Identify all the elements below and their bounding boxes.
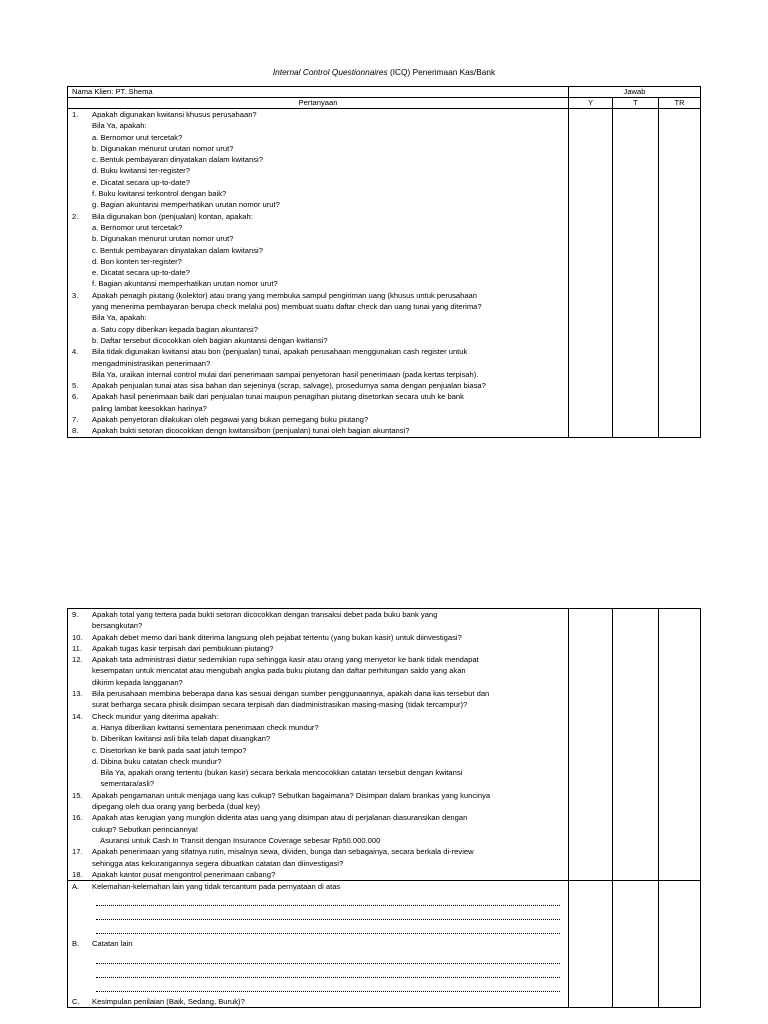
answer-cell-y[interactable] (569, 881, 613, 1008)
question-subline (72, 312, 568, 323)
question-text: Apakah total yang tertera pada bukti setoran dicocokkan dengan transaksi debet pada buku bank yang (92, 610, 438, 619)
question-subline (72, 335, 568, 346)
question-text: Bila Ya, apakah: (92, 313, 147, 323)
question-subline (72, 256, 568, 267)
question-subline (72, 188, 568, 199)
question-text: g. Bagian akuntansi memperhatikan urutan nomor urut? (92, 200, 280, 210)
question-text: kesempatan untuk mencatat atau mengubah angka pada buku piutang dan daftar perhitungan saldo yang akan (92, 666, 466, 676)
question-text: b. Daftar tersebut dicocokkan oleh bagian akuntansi dengan kwitansi? (92, 335, 328, 345)
question-text: Bila Ya, uraikan internal control mulai dari penerimaan sampai penyetoran hasil penerimaan (pada kertas terpisah). (92, 369, 479, 379)
question-text: b. Digunakan menurut urutan nomor urut? (92, 143, 234, 153)
question-subline (72, 733, 568, 744)
question-text: e. Dicatat secara up-to-date? (92, 177, 190, 187)
question-number: 12. (72, 655, 83, 665)
question-subline (72, 222, 568, 233)
answer-cell-y[interactable] (569, 609, 613, 881)
document-title-rest: (ICQ) Penerimaan Kas/Bank (387, 67, 496, 77)
question-text: Apakah penerimaan yang sifatnya rutin, misalnya sewa, dividen, bunga dan sebagainya, secara berkala di-review (92, 847, 474, 857)
question-number: 7. (72, 415, 79, 425)
question-subline (72, 677, 568, 688)
question-text: Bila tidak digunakan kwitansi atau bon (penjualan) tunai, apakah perusahaan menggunakan cash register untuk (92, 347, 468, 357)
fill-line[interactable] (96, 896, 560, 906)
question-subline (72, 278, 568, 289)
fill-line[interactable] (96, 954, 560, 964)
question-number: 13. (72, 689, 83, 699)
question-subline (72, 132, 568, 143)
question-item (72, 688, 568, 699)
question-list-page2 (68, 609, 569, 881)
question-number: 4. (72, 347, 79, 357)
fill-line[interactable] (96, 924, 560, 934)
pertanyaan-header: Pertanyaan (68, 98, 569, 109)
question-item (72, 380, 568, 391)
question-item (72, 632, 568, 643)
question-text: c. Disetorkan ke bank pada saat jatuh tempo? (92, 745, 247, 755)
question-number: 15. (72, 790, 83, 800)
question-number: 11. (72, 643, 82, 653)
question-text: Apakah debet memo dari bank diterima langsung oleh pejabat tertentu (yang bukan kasir) untuk diinvestigasi? (92, 632, 462, 642)
question-text: Apakah atas kerugian yang mungkin diderita atas uang yang disimpan atau di perjalanan diasuransikan dengan (92, 813, 468, 823)
question-text: a. Satu copy diberikan kepada bagian akuntansi? (92, 324, 258, 334)
question-subline (72, 778, 568, 789)
question-text: surat berharga secara phisik disimpan secara terpisah dan diadministrasikan masing-masing (tidak tercampur)? (92, 700, 468, 710)
question-text: e. Dicatat secara up-to-date? (92, 268, 190, 278)
col-y-header: Y (569, 98, 613, 109)
question-text: Bila perusahaan membina beberapa dana kas sesuai dengan sumber penggunaannya, apakah dana kas tersebut dan (92, 689, 490, 699)
question-text: Apakah tata administrasi diatur sedemikian rupa sehingga kasir atau orang yang menyetor ke bank tidak mendapat (92, 655, 479, 665)
fill-line[interactable] (96, 982, 560, 992)
question-text: a. Bernomor urut tercetak? (92, 132, 183, 142)
question-text: b. Diberikan kwitansi asli bila telah dapat diuangkan? (92, 734, 271, 744)
question-subline (72, 267, 568, 278)
question-subline (72, 858, 568, 869)
col-tr-header: TR (659, 98, 701, 109)
question-number: 16. (72, 813, 83, 823)
jawab-header: Jawab (569, 87, 701, 98)
question-item (72, 711, 568, 722)
question-text: Apakah digunakan kwitansi khusus perusahaan? (92, 110, 257, 119)
question-text: yang menerima pembayaran berupa check melalui pos) membuat suatu daftar check dan uang tunai yang diterima? (92, 302, 482, 312)
question-subline (72, 801, 568, 812)
question-text: Apakah penyetoran dilakukan oleh pegawai yang bukan pemegang buku piutang? (92, 415, 369, 425)
question-subline (72, 199, 568, 210)
question-item (72, 790, 568, 801)
question-subline (72, 120, 568, 131)
question-number: 9. (72, 610, 79, 619)
question-subline (72, 665, 568, 676)
question-item (72, 346, 568, 357)
question-subline (72, 301, 568, 312)
question-item (72, 109, 568, 120)
question-subline (72, 143, 568, 154)
question-number: 17. (72, 847, 83, 857)
question-number: 3. (72, 290, 79, 300)
question-subline (72, 835, 568, 846)
question-text: Apakah hasil penerimaan baik dari penjualan tunai maupun penagihan piutang disetorkan secara utuh ke bank (92, 392, 464, 402)
question-number: 10. (72, 632, 83, 642)
question-subline (72, 165, 568, 176)
answer-cell-tr[interactable] (659, 109, 701, 438)
section-a-text: Kelemahan-kelemahan lain yang tidak tercantum pada pernyataan di atas (92, 882, 341, 892)
section-b-text: Catatan lain (92, 939, 133, 949)
question-subline (72, 233, 568, 244)
question-text: b. Digunakan menurut urutan nomor urut? (92, 234, 234, 244)
question-subline (72, 824, 568, 835)
document-title-italic: Internal Control Questionnaires (272, 67, 388, 77)
question-text: sementara/asli? (92, 779, 155, 789)
question-text: Asuransi untuk Cash In Transit dengan Insurance Coverage sebesar Rp50.000.000 (92, 835, 381, 845)
question-item (72, 425, 568, 436)
question-text: dikirim kepada langganan? (92, 677, 183, 687)
question-subline (72, 154, 568, 165)
answer-cell-t[interactable] (613, 881, 659, 1008)
question-text: d. Bon konten ter-register? (92, 256, 182, 266)
section-c-letter: C. (72, 996, 80, 1006)
question-item (72, 290, 568, 301)
fill-line[interactable] (96, 968, 560, 978)
questionnaire-table-page1 (67, 86, 701, 438)
question-item (72, 211, 568, 222)
client-name: Nama Klien: PT. Shema (68, 87, 569, 98)
question-text: Apakah tugas kasir terpisah dari pembukuan piutang? (92, 643, 274, 653)
question-subline (72, 699, 568, 710)
question-item (72, 609, 568, 620)
question-text: dipegang oleh dua orang yang berbeda (dual key) (92, 802, 261, 812)
question-item (72, 643, 568, 654)
question-subline (72, 358, 568, 369)
question-number: 5. (72, 381, 79, 391)
question-text: cukup? Sebutkan perinciannya! (92, 824, 198, 834)
answer-cell-tr[interactable] (659, 609, 701, 881)
question-number: 2. (72, 211, 79, 221)
section-b-letter: B. (72, 939, 80, 949)
question-text: f. Buku kwitansi terkontrol dengan baik? (92, 189, 227, 199)
question-subline (72, 745, 568, 756)
question-subline (72, 245, 568, 256)
question-number: 6. (72, 392, 79, 402)
question-number: 14. (72, 711, 83, 721)
question-item (72, 846, 568, 857)
question-text: Apakah kantor pusat mengontrol penerimaan cabang? (92, 869, 276, 879)
question-text: a. Hanya diberikan kwitansi sementara penerimaan check mundur? (92, 722, 319, 732)
question-item (72, 654, 568, 665)
question-text: sehingga atas kekurangannya segera dibuatkan catatan dan diinvestigasi? (92, 858, 344, 868)
question-item (72, 391, 568, 402)
question-text: d. Dibina buku catatan check mundur? (92, 756, 222, 766)
answer-cell-t[interactable] (613, 109, 659, 438)
question-text: Bila Ya, apakah orang tertentu (bukan kasir) secara berkala mencocokkan catatan tersebut dengan kwitansi (92, 768, 463, 778)
question-text: c. Bentuk pembayaran dinyatakan dalam kwitansi? (92, 245, 263, 255)
question-subline (72, 324, 568, 335)
question-text: Apakah penjualan tunai atas sisa bahan dan sejeninya (scrap, salvage), prosedurnya sama dengan penjualan biasa? (92, 381, 486, 391)
question-text: a. Bernomor urut tercetak? (92, 222, 183, 232)
question-text: c. Bentuk pembayaran dinyatakan dalam kwitansi? (92, 155, 263, 165)
question-subline (72, 756, 568, 767)
question-item (72, 869, 568, 880)
col-t-header: T (613, 98, 659, 109)
answer-cell-t[interactable] (613, 609, 659, 881)
question-text: Apakah bukti setoran dicocokkan dengn kwitansi/bon (penjualan) tunai oleh bagian akuntansi? (92, 426, 410, 436)
document-title (0, 67, 768, 77)
question-number: 1. (72, 110, 79, 119)
question-number: 8. (72, 426, 79, 436)
question-text: Check mundur yang diterima apakah: (92, 711, 219, 721)
question-subline (72, 620, 568, 631)
question-subline (72, 722, 568, 733)
question-text: Bila Ya, apakah: (92, 121, 147, 131)
question-subline (72, 403, 568, 414)
fill-line[interactable] (96, 910, 560, 920)
section-a (68, 881, 569, 1008)
question-text: mengadministrasikan penerimaan? (92, 358, 211, 368)
question-text: paling lambat keesokkan harinya? (92, 403, 207, 413)
section-c-text: Kesimpulan penilaian (Baik, Sedang, Buruk)? (92, 996, 245, 1006)
question-text: f. Bagian akuntansi memperhatikan urutan nomor urut? (92, 279, 278, 289)
question-subline (72, 369, 568, 380)
answer-cell-tr[interactable] (659, 881, 701, 1008)
question-text: Apakah penagih piutang (kolektor) atau orang yang membuka sampul pengiriman uang (khusus untuk perusahaan (92, 290, 477, 300)
question-text: d. Buku kwitansi ter-register? (92, 166, 190, 176)
question-text: bersangkutan? (92, 621, 143, 631)
question-item (72, 812, 568, 823)
question-list-page1 (68, 109, 569, 438)
question-subline (72, 767, 568, 778)
section-a-letter: A. (72, 882, 80, 892)
questionnaire-table-page2 (67, 608, 701, 1008)
answer-cell-y[interactable] (569, 109, 613, 438)
question-text: Bila digunakan bon (penjualan) kontan, apakah: (92, 211, 253, 221)
question-number: 18. (72, 869, 83, 879)
question-text: Apakah pengamanan untuk menjaga uang kas cukup? Sebutkan bagaimana? Disimpan dalam brankas yang kuncinya (92, 790, 491, 800)
question-item (72, 414, 568, 425)
question-subline (72, 177, 568, 188)
